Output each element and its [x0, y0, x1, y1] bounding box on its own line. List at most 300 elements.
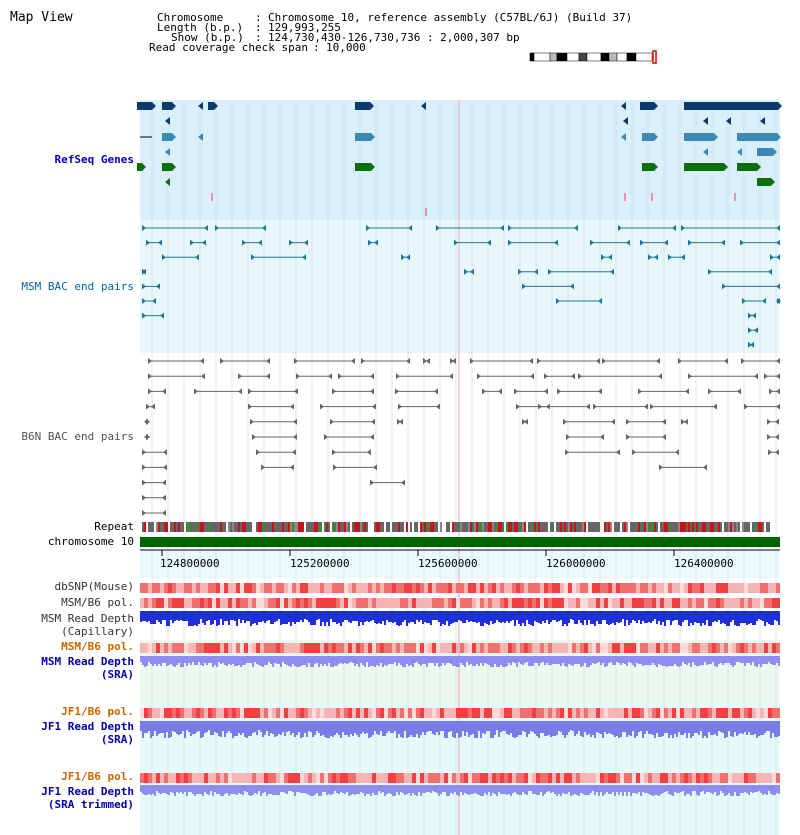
read-depth-bar — [458, 721, 460, 738]
polymorphism-cell — [144, 643, 148, 653]
repeat-mark — [490, 522, 492, 532]
read-depth-bar — [276, 785, 278, 795]
polymorphism-cell — [444, 643, 448, 653]
polymorphism-cell — [604, 583, 608, 593]
read-depth-bar — [632, 656, 634, 665]
polymorphism-cell — [460, 708, 464, 718]
read-depth-bar — [396, 656, 398, 666]
polymorphism-cell — [400, 598, 404, 608]
read-depth-bar — [296, 656, 298, 667]
polymorphism-cell — [432, 598, 436, 608]
polymorphism-cell — [328, 773, 332, 783]
polymorphism-cell — [296, 598, 300, 608]
read-depth-bar — [460, 611, 462, 621]
read-depth-bar — [236, 611, 238, 626]
chromosome-bar — [140, 537, 780, 547]
read-depth-bar — [666, 611, 668, 620]
read-depth-bar — [310, 785, 312, 796]
axis-tick-label: 125600000 — [418, 557, 478, 570]
read-depth-bar — [652, 611, 654, 621]
read-depth-bar — [708, 721, 710, 732]
polymorphism-cell — [292, 643, 296, 653]
repeat-mark — [590, 522, 592, 532]
read-depth-bar — [628, 656, 630, 662]
read-depth-bar — [380, 656, 382, 663]
polymorphism-cell — [680, 708, 684, 718]
read-depth-bar — [354, 721, 356, 733]
read-depth-bar — [676, 721, 678, 737]
read-depth-bar — [722, 721, 724, 733]
read-depth-bar — [498, 785, 500, 792]
read-depth-bar — [716, 656, 718, 667]
read-depth-bar — [664, 656, 666, 666]
repeat-mark — [326, 522, 328, 532]
read-depth-bar — [602, 721, 604, 738]
polymorphism-cell — [576, 598, 580, 608]
read-depth-bar — [576, 656, 578, 664]
polymorphism-cell — [692, 773, 696, 783]
read-depth-bar — [480, 611, 482, 626]
polymorphism-cell — [408, 598, 412, 608]
read-depth-bar — [448, 611, 450, 626]
read-depth-bar — [728, 611, 730, 626]
polymorphism-cell — [260, 643, 264, 653]
read-depth-bar — [216, 785, 218, 794]
read-depth-bar — [528, 656, 530, 666]
read-depth-bar — [744, 785, 746, 792]
polymorphism-cell — [400, 643, 404, 653]
read-depth-bar — [608, 721, 610, 733]
polymorphism-cell — [736, 583, 740, 593]
polymorphism-cell — [436, 643, 440, 653]
repeat-mark — [256, 522, 258, 532]
read-depth-bar — [680, 785, 682, 792]
polymorphism-cell — [508, 598, 512, 608]
read-depth-bar — [612, 656, 614, 665]
read-depth-bar — [544, 721, 546, 736]
read-depth-bar — [268, 785, 270, 794]
read-depth-bar — [226, 721, 228, 733]
msm-pol-2-text: MSM/B6 pol. — [61, 640, 134, 653]
polymorphism-cell — [616, 773, 620, 783]
read-depth-bar — [702, 611, 704, 623]
repeat-mark — [598, 522, 600, 532]
read-depth-bar — [454, 721, 456, 738]
polymorphism-cell — [548, 773, 552, 783]
read-depth-bar — [312, 656, 314, 667]
gene-block — [137, 102, 152, 110]
read-depth-bar — [380, 721, 382, 731]
read-depth-bar — [396, 785, 398, 792]
read-depth-bar — [324, 611, 326, 626]
bac-end-marker — [544, 373, 548, 379]
bac-end-marker — [658, 373, 662, 379]
repeat-mark — [432, 522, 434, 532]
bac-end-marker — [296, 373, 300, 379]
read-depth-bar — [388, 656, 390, 664]
polymorphism-cell — [272, 583, 276, 593]
bac-end-marker — [332, 388, 336, 394]
read-depth-bar — [198, 656, 200, 662]
polymorphism-cell — [240, 598, 244, 608]
polymorphism-cell — [440, 598, 444, 608]
repeat-mark — [250, 522, 252, 532]
read-depth-bar — [182, 785, 184, 794]
read-depth-bar — [346, 785, 348, 792]
polymorphism-cell — [772, 708, 776, 718]
read-depth-bar — [592, 656, 594, 663]
polymorphism-cell — [764, 583, 768, 593]
bac-end-marker — [333, 464, 337, 470]
read-depth-bar — [256, 656, 258, 664]
gene-block — [684, 163, 724, 171]
read-depth-bar — [468, 656, 470, 665]
read-depth-bar — [378, 656, 380, 666]
repeat-mark — [164, 522, 166, 532]
polymorphism-cell — [400, 583, 404, 593]
read-depth-bar — [550, 656, 552, 665]
read-depth-bar — [506, 656, 508, 666]
polymorphism-cell — [348, 643, 352, 653]
polymorphism-cell — [548, 583, 552, 593]
polymorphism-cell — [144, 708, 148, 718]
read-depth-bar — [282, 611, 284, 624]
polymorphism-cell — [220, 708, 224, 718]
bac-end-marker — [638, 388, 642, 394]
polymorphism-cell — [680, 773, 684, 783]
read-depth-bar — [576, 611, 578, 624]
polymorphism-cell — [712, 583, 716, 593]
polymorphism-cell — [452, 643, 456, 653]
polymorphism-cell — [668, 643, 672, 653]
read-depth-bar — [568, 656, 570, 664]
read-depth-bar — [694, 721, 696, 733]
read-depth-bar — [556, 721, 558, 735]
read-depth-bar — [200, 611, 202, 619]
track-label-jf1-depth-sra-sub — [101, 734, 134, 746]
repeat-mark — [178, 522, 180, 532]
polymorphism-cell — [280, 708, 284, 718]
polymorphism-cell — [416, 708, 420, 718]
polymorphism-cell — [584, 583, 588, 593]
read-depth-bar — [332, 721, 334, 737]
read-depth-bar — [304, 656, 306, 665]
read-depth-bar — [402, 656, 404, 667]
read-depth-bar — [180, 721, 182, 734]
polymorphism-cell — [228, 643, 232, 653]
read-depth-bar — [464, 721, 466, 736]
read-depth-bar — [618, 721, 620, 738]
polymorphism-cell — [632, 643, 636, 653]
polymorphism-cell — [596, 583, 600, 593]
read-depth-bar — [228, 611, 230, 625]
polymorphism-cell — [544, 643, 548, 653]
read-depth-bar — [554, 785, 556, 794]
read-depth-bar — [548, 611, 550, 624]
polymorphism-cell — [560, 708, 564, 718]
read-depth-bar — [252, 721, 254, 733]
repeat-mark — [706, 522, 708, 532]
polymorphism-cell — [492, 708, 496, 718]
polymorphism-cell — [688, 598, 692, 608]
polymorphism-cell — [616, 708, 620, 718]
polymorphism-cell — [532, 643, 536, 653]
polymorphism-cell — [152, 583, 156, 593]
polymorphism-cell — [348, 583, 352, 593]
repeat-mark — [692, 522, 694, 532]
read-depth-bar — [716, 611, 718, 622]
polymorphism-cell — [176, 773, 180, 783]
polymorphism-cell — [232, 598, 236, 608]
read-depth-bar — [160, 611, 162, 624]
polymorphism-cell — [296, 583, 300, 593]
polymorphism-cell — [296, 773, 300, 783]
read-depth-bar — [392, 721, 394, 733]
polymorphism-cell — [236, 583, 240, 593]
read-depth-bar — [224, 656, 226, 665]
repeat-mark — [460, 522, 462, 532]
track-label-refseq[interactable] — [55, 154, 134, 166]
read-depth-bar — [226, 785, 228, 793]
read-depth-bar — [192, 656, 194, 662]
read-depth-bar — [564, 656, 566, 666]
polymorphism-cell — [184, 643, 188, 653]
read-depth-bar — [176, 785, 178, 792]
polymorphism-cell — [216, 583, 220, 593]
ideogram-band — [579, 53, 587, 61]
polymorphism-cell — [196, 708, 200, 718]
read-depth-bar — [688, 611, 690, 626]
polymorphism-cell — [428, 708, 432, 718]
polymorphism-cell — [556, 583, 560, 593]
read-depth-bar — [172, 611, 174, 623]
read-depth-bar — [586, 611, 588, 625]
header-colon: : — [313, 41, 320, 54]
gene-block — [757, 178, 771, 186]
read-depth-bar — [230, 785, 232, 794]
polymorphism-cell — [540, 643, 544, 653]
polymorphism-cell — [184, 773, 188, 783]
repeat-mark — [494, 522, 496, 532]
read-depth-bar — [506, 721, 508, 734]
read-depth-bar — [762, 656, 764, 664]
polymorphism-cell — [760, 708, 764, 718]
polymorphism-cell — [540, 773, 544, 783]
read-depth-bar — [228, 656, 230, 664]
repeat-mark — [730, 522, 732, 532]
polymorphism-cell — [756, 598, 760, 608]
read-depth-bar — [640, 656, 642, 664]
polymorphism-cell — [504, 598, 508, 608]
polymorphism-cell — [660, 583, 664, 593]
repeat-mark — [352, 522, 354, 532]
repeat-mark — [270, 522, 272, 532]
read-depth-bar — [704, 611, 706, 625]
read-depth-bar — [472, 611, 474, 622]
read-depth-bar — [222, 656, 224, 663]
polymorphism-cell — [756, 773, 760, 783]
polymorphism-cell — [580, 583, 584, 593]
polymorphism-cell — [672, 583, 676, 593]
repeat-mark — [530, 522, 532, 532]
read-depth-bar — [516, 785, 518, 794]
read-depth-bar — [516, 721, 518, 737]
polymorphism-cell — [688, 583, 692, 593]
polymorphism-cell — [400, 773, 404, 783]
read-depth-bar — [266, 785, 268, 796]
polymorphism-cell — [260, 598, 264, 608]
read-depth-bar — [302, 785, 304, 793]
polymorphism-cell — [508, 643, 512, 653]
read-depth-bar — [704, 656, 706, 662]
read-depth-bar — [644, 721, 646, 734]
read-depth-bar — [624, 656, 626, 664]
read-depth-bar — [154, 721, 156, 731]
bac-end-marker — [148, 388, 152, 394]
read-depth-bar — [358, 785, 360, 794]
read-depth-bar — [586, 721, 588, 735]
read-depth-bar — [362, 611, 364, 625]
read-depth-bar — [418, 656, 420, 664]
polymorphism-cell — [752, 708, 756, 718]
read-depth-bar — [598, 721, 600, 733]
read-depth-bar — [434, 721, 436, 735]
read-depth-bar — [554, 656, 556, 664]
read-depth-bar — [698, 721, 700, 735]
polymorphism-cell — [516, 583, 520, 593]
polymorphism-cell — [496, 598, 500, 608]
polymorphism-cell — [748, 708, 752, 718]
polymorphism-cell — [408, 773, 412, 783]
read-depth-bar — [752, 785, 754, 793]
read-depth-bar — [656, 721, 658, 733]
read-depth-bar — [280, 721, 282, 735]
polymorphism-cell — [224, 773, 228, 783]
read-depth-bar — [274, 611, 276, 622]
polymorphism-cell — [576, 643, 580, 653]
polymorphism-cell — [720, 708, 724, 718]
polymorphism-cell — [380, 773, 384, 783]
polymorphism-cell — [288, 598, 292, 608]
polymorphism-cell — [396, 583, 400, 593]
polymorphism-cell — [564, 773, 568, 783]
read-depth-bar — [612, 611, 614, 623]
track-label-msm-bac[interactable] — [21, 281, 134, 293]
read-depth-bar — [422, 611, 424, 624]
read-depth-bar — [248, 785, 250, 795]
repeat-mark — [318, 522, 320, 532]
polymorphism-cell — [188, 598, 192, 608]
polymorphism-cell — [588, 643, 592, 653]
repeat-mark — [760, 522, 762, 532]
bac-end-marker — [596, 358, 600, 364]
polymorphism-cell — [644, 643, 648, 653]
read-depth-bar — [624, 721, 626, 732]
read-depth-bar — [732, 721, 734, 737]
polymorphism-cell — [156, 773, 160, 783]
read-depth-bar — [260, 611, 262, 622]
read-depth-bar — [748, 721, 750, 732]
polymorphism-cell — [668, 708, 672, 718]
polymorphism-cell — [488, 598, 492, 608]
polymorphism-cell — [448, 598, 452, 608]
repeat-mark — [262, 522, 264, 532]
read-depth-bar — [636, 656, 638, 663]
read-depth-bar — [218, 721, 220, 736]
polymorphism-cell — [284, 708, 288, 718]
read-depth-bar — [390, 785, 392, 794]
read-depth-bar — [540, 785, 542, 792]
read-depth-bar — [576, 721, 578, 734]
polymorphism-cell — [524, 643, 528, 653]
read-depth-bar — [488, 785, 490, 792]
read-depth-bar — [652, 656, 654, 663]
polymorphism-cell — [432, 643, 436, 653]
polymorphism-cell — [652, 708, 656, 718]
read-depth-bar — [352, 785, 354, 794]
repeat-mark — [230, 522, 232, 532]
polymorphism-cell — [364, 773, 368, 783]
read-depth-bar — [408, 611, 410, 623]
read-depth-bar — [372, 656, 374, 666]
polymorphism-cell — [488, 708, 492, 718]
read-depth-bar — [594, 785, 596, 795]
polymorphism-cell — [272, 773, 276, 783]
polymorphism-cell — [220, 643, 224, 653]
bac-end-marker — [256, 449, 260, 455]
polymorphism-cell — [732, 598, 736, 608]
polymorphism-cell — [604, 598, 608, 608]
polymorphism-cell — [316, 583, 320, 593]
repeat-mark — [488, 522, 490, 532]
ideogram-band — [557, 53, 567, 61]
repeat-mark — [610, 522, 612, 532]
polymorphism-cell — [448, 583, 452, 593]
polymorphism-cell — [160, 598, 164, 608]
polymorphism-cell — [276, 598, 280, 608]
read-depth-bar — [460, 656, 462, 663]
bac-end-marker — [194, 388, 198, 394]
polymorphism-cell — [164, 708, 168, 718]
polymorphism-cell — [312, 598, 316, 608]
read-depth-bar — [714, 721, 716, 734]
read-depth-bar — [274, 785, 276, 795]
read-depth-bar — [682, 785, 684, 791]
page-title: Map View — [10, 10, 73, 25]
polymorphism-cell — [396, 643, 400, 653]
read-depth-bar — [722, 611, 724, 623]
track-label-msm-depth-cap-sub: (Capillary) — [61, 625, 134, 638]
read-depth-bar — [210, 785, 212, 791]
read-depth-bar — [370, 721, 372, 737]
read-depth-bar — [400, 721, 402, 737]
read-depth-bar — [196, 656, 198, 665]
polymorphism-cell — [388, 598, 392, 608]
read-depth-bar — [390, 721, 392, 733]
read-depth-bar — [218, 785, 220, 794]
read-depth-bar — [610, 656, 612, 662]
read-depth-bar — [690, 721, 692, 738]
read-depth-bar — [564, 785, 566, 794]
read-depth-bar — [158, 611, 160, 622]
read-depth-bar — [728, 721, 730, 731]
read-depth-bar — [766, 785, 768, 795]
read-depth-bar — [558, 721, 560, 731]
polymorphism-cell — [556, 643, 560, 653]
gene-block — [684, 133, 714, 141]
read-depth-bar — [562, 721, 564, 735]
track-label-b6n-bac[interactable] — [21, 431, 134, 443]
